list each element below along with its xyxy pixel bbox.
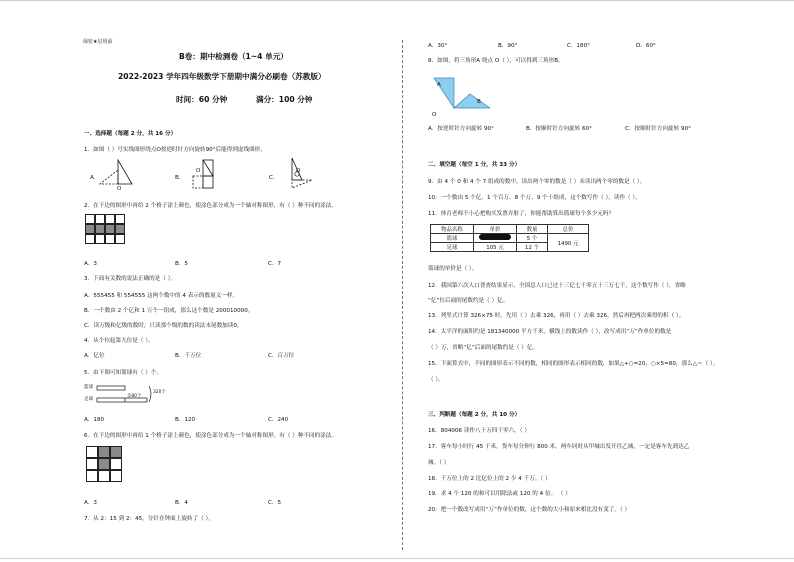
q5-total-label: 320个 bbox=[153, 390, 166, 395]
q1-option-a: A. bbox=[90, 175, 96, 181]
table-row bbox=[431, 234, 589, 243]
q8-option-c: C．按顺时针方向旋转 90° bbox=[625, 126, 691, 132]
question-14: 14．太平洋的面积约是 181340000 平方千米，横线上的数读作（ ），改写成用“万”作单位的数是 bbox=[428, 329, 672, 335]
q7-option-c: C．180° bbox=[567, 43, 590, 49]
ink-smudge bbox=[474, 234, 517, 243]
q5-label-football: 足球 bbox=[84, 397, 94, 402]
q7-option-b: B．90° bbox=[498, 43, 518, 49]
table-cell: 5 个 bbox=[517, 234, 548, 243]
table-cell: 单价 bbox=[474, 225, 517, 234]
q1-point-o-a: O bbox=[117, 186, 122, 192]
question-13: 13．列竖式计算 326×75 时，先用（ ）去乘 326，再用（ ）去乘 326，然后再把两次乘得的积（ ）。 bbox=[428, 313, 685, 319]
q5-option-b: B．120 bbox=[175, 417, 196, 423]
table-cell: 数量 bbox=[517, 225, 548, 234]
question-7: 7．从 2：15 到 2：45，分针在钟面上旋转了（ ）。 bbox=[84, 516, 214, 522]
q6-grid bbox=[86, 446, 122, 482]
table-cell: 足球 bbox=[431, 243, 474, 252]
q8-label-o: O bbox=[432, 112, 437, 118]
q7-option-d: D．60° bbox=[636, 43, 656, 49]
question-8: 8．如图，将三角形A 绕点 O（ ），可以得到三角形B。 bbox=[428, 58, 564, 64]
q1-point-o-c: O bbox=[296, 168, 301, 174]
question-11: 11．体育老师不小心把购买发票弄脏了，你能帮助算出篮球每个多少元吗？ bbox=[428, 211, 615, 217]
q5-more-label: 多80个 bbox=[127, 394, 142, 399]
column-divider bbox=[402, 40, 403, 550]
top-border bbox=[0, 0, 794, 1]
question-12: 12．我国第六次人口普查结果显示，全国总人口已过十三亿七千零五十三万七千，这个数写作（ ），省略 bbox=[428, 283, 686, 289]
question-18: 18．千万位上的 2 比亿位上的 2 少 4 千万。（ ） bbox=[428, 476, 551, 482]
section-2-heading: 二、填空题（每空 1 分，共 33 分） bbox=[428, 162, 521, 168]
question-16: 16．804006 读作八十万四千零六。（ ） bbox=[428, 428, 530, 434]
table-cell-total: 1490 元 bbox=[548, 234, 589, 252]
question-15-cont: （ ）。 bbox=[428, 377, 444, 383]
q4-option-b: B．千万位 bbox=[175, 353, 202, 359]
table-cell: 总价 bbox=[548, 225, 589, 234]
question-9: 9．由 4 个 0 和 4 个 7 组成的数中，读出两个零的数是（ ）未读出两个零的数是（ ）。 bbox=[428, 179, 646, 185]
q5-option-c: C．240 bbox=[268, 417, 289, 423]
question-15: 15．下面算式中，不同的图形表示不同的数，相同的图形表示相同的数，如果△+○=20，○×5=80，那么△＝（ ）。 bbox=[428, 361, 719, 367]
question-10: 10．一个数由 5 个亿、1 个百万、8 个万、9 个十组成，这个数写作（ ），读作（ ）。 bbox=[428, 195, 641, 201]
question-4: 4．从个位起第九位是（ ）。 bbox=[84, 338, 154, 344]
question-1: 1．如图（ ）号实线图形绕点O按逆时针方向旋转90°后能得到虚线图形。 bbox=[84, 147, 266, 153]
table-cell: 物品名称 bbox=[431, 225, 474, 234]
exam-volume: B卷：期中检测卷（1~4 单元） bbox=[179, 52, 288, 61]
q5-label-basketball: 篮球 bbox=[84, 385, 94, 390]
table-cell: 12 个 bbox=[517, 243, 548, 252]
question-2: 2．在下边的图形中再给 2 个格子涂上颜色，使涂色部分成为一个轴对称图形，有（ ）种不同的涂法。 bbox=[84, 203, 337, 209]
q3-option-c: C．读万级和亿级的数时，只读那个级的数的读法末尾数加读0。 bbox=[84, 323, 243, 329]
q8-figure bbox=[430, 72, 494, 116]
question-12-cont: “亿”位后面的尾数约是（ ）亿。 bbox=[428, 298, 509, 304]
q1-figure-b bbox=[186, 158, 222, 192]
section-1-heading: 一、选择题（每题 2 分，共 16 分） bbox=[84, 131, 177, 137]
table-cell: 105 元 bbox=[474, 243, 517, 252]
q4-option-a: A．亿位 bbox=[84, 353, 105, 359]
receipt-table bbox=[430, 224, 589, 252]
q4-option-c: C．百万位 bbox=[268, 353, 295, 359]
question-17: 17．客车每小时行 45 千米，货车每分钟行 800 米，两车同时从甲城出发开往乙城，一定是客车先到达乙 bbox=[428, 444, 690, 450]
q1-option-b: B. bbox=[175, 175, 181, 181]
q5-segment-diagram bbox=[96, 384, 154, 408]
q2-option-c: C．7 bbox=[268, 261, 282, 267]
secret-mark: 保密★启用前 bbox=[83, 39, 113, 45]
table-row bbox=[431, 225, 589, 234]
q6-option-c: C．5 bbox=[268, 500, 282, 506]
q3-option-a: A．555455 和 554555 这两个数中的 4 表示的数量义一样。 bbox=[84, 293, 239, 299]
exam-title: 2022-2023 学年四年级数学下册期中满分必刷卷（苏教版） bbox=[118, 72, 326, 81]
q5-option-a: A．180 bbox=[84, 417, 105, 423]
q1-option-c: C. bbox=[269, 175, 275, 181]
q8-option-a: A．按逆时针方向旋转 90° bbox=[428, 126, 494, 132]
q2-option-a: A．3 bbox=[84, 261, 97, 267]
question-14-cont: （ ）万，省略“亿”后面的尾数约是（ ）亿。 bbox=[428, 345, 539, 351]
q3-option-b: B．一个数由 2 个亿和 1 万个一组成，那么这个数是 200010000。 bbox=[84, 308, 254, 314]
q6-option-b: B．4 bbox=[175, 500, 188, 506]
question-3: 3．下面有关数的说法正确的是（ ）。 bbox=[84, 276, 177, 282]
q11-answer-line: 篮球的单价是（ ）。 bbox=[428, 266, 478, 272]
q8-label-a: A bbox=[437, 82, 441, 88]
q2-grid bbox=[85, 214, 125, 244]
question-19: 19．求 4 个 120 的和可以用除法或 120 的 4 倍。 （ ） bbox=[428, 491, 571, 497]
q8-option-b: B．按顺时针方向旋转 60° bbox=[526, 126, 592, 132]
section-3-heading: 三、判断题（每题 2 分，共 10 分） bbox=[428, 412, 521, 418]
q1-point-o-b: O bbox=[196, 168, 201, 174]
q2-option-b: B．5 bbox=[175, 261, 188, 267]
question-17-cont: 城。（ ） bbox=[428, 460, 450, 466]
exam-score: 满分：100 分钟 bbox=[256, 95, 313, 104]
question-5: 5．由下图可知篮球有（ ）个。 bbox=[84, 370, 163, 376]
q8-label-b: B bbox=[477, 99, 481, 105]
q7-option-a: A．30° bbox=[428, 43, 448, 49]
bottom-border bbox=[0, 558, 794, 559]
exam-time: 时间：60 分钟 bbox=[176, 95, 228, 104]
question-6: 6．在下边的图形中再给 1 个格子涂上颜色，使涂色部分成为一个轴对称图形。有（ ）种不同的涂法。 bbox=[84, 433, 337, 439]
table-cell: 篮球 bbox=[431, 234, 474, 243]
q6-option-a: A．3 bbox=[84, 500, 97, 506]
question-20: 20．把一个数改写成用“万”作单位的数，这个数的大小和原来相比没有变了。（ ） bbox=[428, 507, 631, 513]
